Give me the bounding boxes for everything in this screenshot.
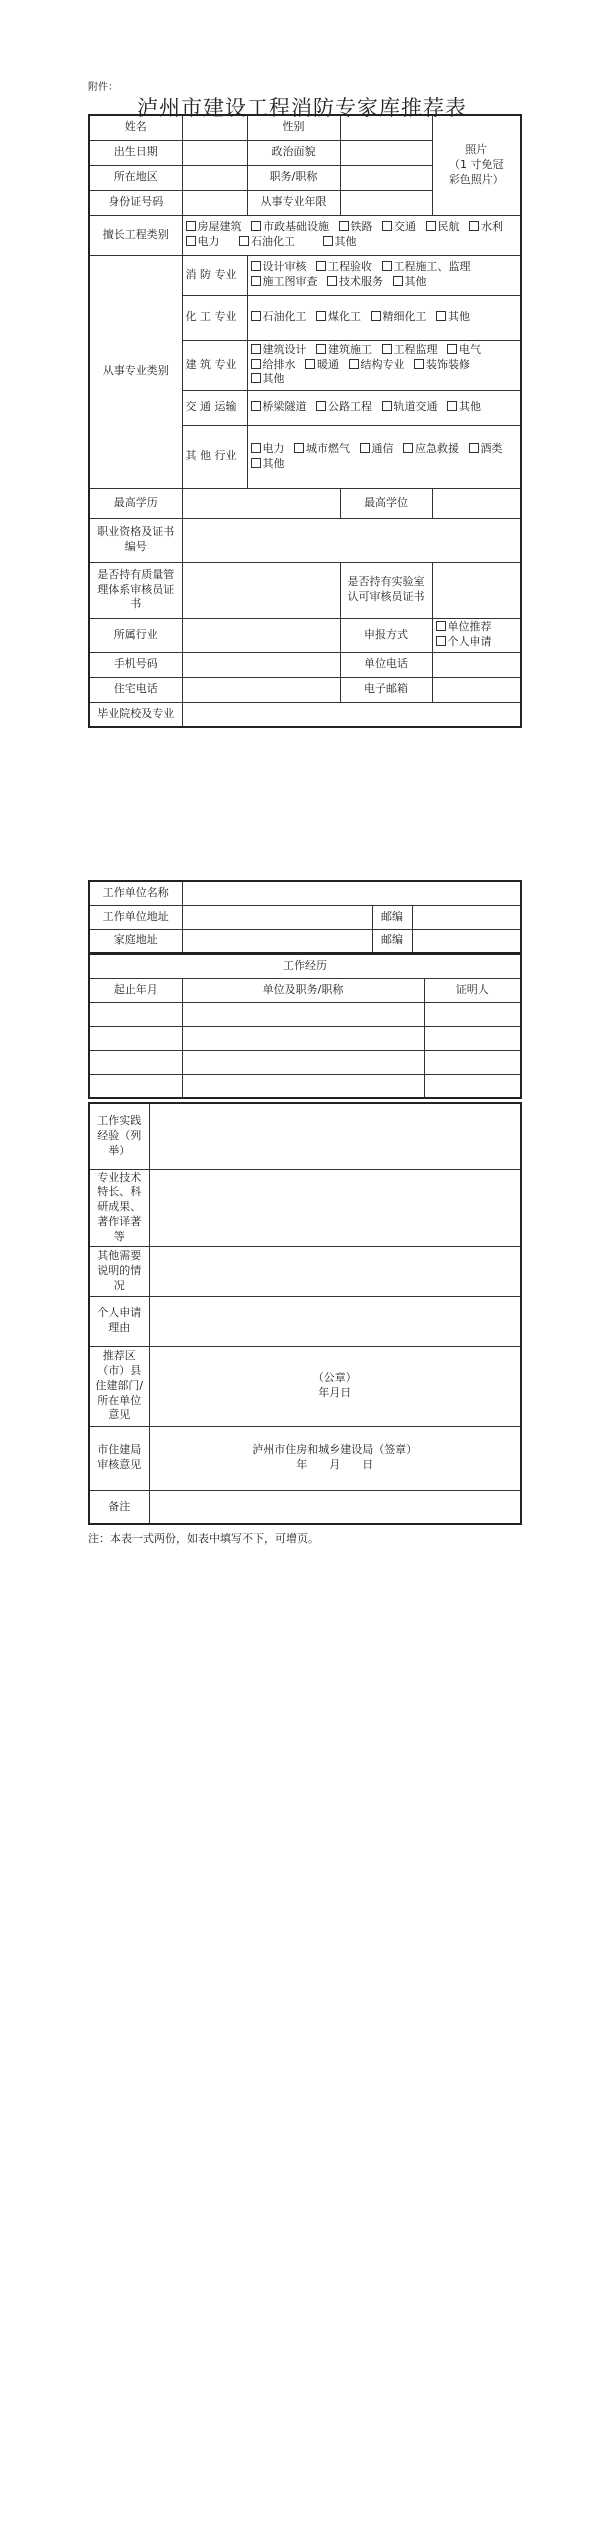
position-label: 职务/职称 xyxy=(247,165,340,190)
lab-cert-label: 是否持有实验室认可审核员证书 xyxy=(340,562,432,618)
checkbox-icon xyxy=(251,311,261,321)
checkbox-icon xyxy=(316,311,326,321)
profession-option[interactable]: 精细化工 xyxy=(371,310,427,325)
profession-option[interactable]: 其他 xyxy=(436,310,470,325)
postcode-field[interactable] xyxy=(412,905,521,929)
checkbox-icon xyxy=(403,443,413,453)
reason-label: 个人申请理由 xyxy=(89,1296,149,1346)
home-addr-field[interactable] xyxy=(182,929,372,953)
gender-label: 性别 xyxy=(247,115,340,140)
political-label: 政治面貌 xyxy=(247,140,340,165)
unit-addr-label: 工作单位地址 xyxy=(89,905,182,929)
city-date: 年 月 日 xyxy=(296,1458,374,1472)
home-addr-label: 家庭地址 xyxy=(89,929,182,953)
profession-option[interactable]: 煤化工 xyxy=(316,310,361,325)
attachment-label: 附件： xyxy=(88,82,118,93)
profession-option[interactable]: 装饰装修 xyxy=(414,358,470,373)
county-seal: （公章） xyxy=(312,1371,357,1385)
profession-group-options xyxy=(247,340,521,390)
qm-cert-label: 是否持有质量管理体系审核员证书 xyxy=(89,562,182,618)
table-row xyxy=(89,1002,521,1026)
profession-option[interactable]: 结构专业 xyxy=(349,358,405,373)
specialty-label: 擅长工程类别 xyxy=(89,215,182,255)
specialty-option[interactable]: 水利 xyxy=(469,220,503,235)
postcode-label: 邮编 xyxy=(372,929,412,953)
region-field[interactable] xyxy=(182,165,247,190)
profession-option[interactable]: 其他 xyxy=(251,457,285,472)
profession-option[interactable]: 技术服务 xyxy=(327,275,383,290)
profession-group-name: 消 防 专业 xyxy=(182,255,247,295)
checkbox-icon xyxy=(327,276,337,286)
city-opinion-field[interactable] xyxy=(149,1426,521,1490)
city-opinion-label: 市住建局审核意见 xyxy=(89,1426,149,1490)
profession-group-options xyxy=(247,390,521,425)
photo-hint-2: 彩色照片） xyxy=(448,172,504,186)
checkbox-icon xyxy=(251,344,261,354)
profession-option[interactable]: 建筑施工 xyxy=(316,343,372,358)
profession-option[interactable]: 给排水 xyxy=(251,358,296,373)
years-field[interactable] xyxy=(340,190,432,215)
profession-group-options xyxy=(247,255,521,295)
unit-name-field[interactable] xyxy=(182,881,521,905)
checkbox-icon xyxy=(239,236,249,246)
specialty-options xyxy=(182,215,521,255)
basic-info-table xyxy=(88,114,522,728)
profession-option[interactable]: 工程监理 xyxy=(382,343,438,358)
apply-way-label: 申报方式 xyxy=(340,618,432,652)
profession-option[interactable]: 应急救援 xyxy=(403,442,459,457)
witness-cell[interactable] xyxy=(424,1050,521,1074)
checkbox-icon xyxy=(360,443,370,453)
birth-label: 出生日期 xyxy=(89,140,182,165)
profession-option[interactable]: 工程验收 xyxy=(316,260,372,275)
footnote: 注：本表一式两份，如表中填写不下，可增页。 xyxy=(88,1532,319,1545)
photo-box[interactable] xyxy=(432,115,521,215)
political-field[interactable] xyxy=(340,140,432,165)
id-field[interactable] xyxy=(182,190,247,215)
degree-field[interactable] xyxy=(432,488,521,518)
apply-option[interactable]: 个人申请 xyxy=(436,635,492,650)
dept-cell[interactable] xyxy=(182,1026,424,1050)
period-cell[interactable] xyxy=(89,1002,182,1026)
period-cell[interactable] xyxy=(89,1050,182,1074)
checkbox-icon xyxy=(251,401,261,411)
checkbox-icon xyxy=(251,373,261,383)
checkbox-icon xyxy=(371,311,381,321)
profession-option[interactable]: 其他 xyxy=(447,400,481,415)
profession-option[interactable]: 施工图审查 xyxy=(251,275,318,290)
checkbox-icon xyxy=(316,401,326,411)
id-label: 身份证号码 xyxy=(89,190,182,215)
checkbox-icon xyxy=(469,221,479,231)
profession-option[interactable]: 暖通 xyxy=(305,358,339,373)
table-row xyxy=(89,1026,521,1050)
expertise-field[interactable] xyxy=(149,1169,521,1246)
unit-addr-field[interactable] xyxy=(182,905,372,929)
specialty-option[interactable]: 民航 xyxy=(426,220,460,235)
profession-option[interactable]: 其他 xyxy=(393,275,427,290)
profession-group-name: 建 筑 专业 xyxy=(182,340,247,390)
email-label: 电子邮箱 xyxy=(340,677,432,702)
county-opinion-label: 推荐区（市）县住建部门/所在单位意见 xyxy=(89,1346,149,1426)
checkbox-icon xyxy=(436,311,446,321)
industry-label: 所属行业 xyxy=(89,618,182,652)
checkbox-icon xyxy=(251,443,261,453)
work-phone-label: 单位电话 xyxy=(340,652,432,677)
remark-label: 备注 xyxy=(89,1490,149,1524)
work-phone-field[interactable] xyxy=(432,652,521,677)
dept-cell[interactable] xyxy=(182,1050,424,1074)
city-seal: 泸州市住房和城乡建设局（签章） xyxy=(252,1443,418,1457)
checkbox-icon xyxy=(349,359,359,369)
profession-option[interactable]: 酒类 xyxy=(469,442,503,457)
other-field[interactable] xyxy=(149,1246,521,1296)
work-info-table xyxy=(88,880,522,954)
home-phone-label: 住宅电话 xyxy=(89,677,182,702)
checkbox-icon xyxy=(251,458,261,468)
school-label: 毕业院校及专业 xyxy=(89,702,182,727)
checkbox-icon xyxy=(436,621,446,631)
practice-field[interactable] xyxy=(149,1103,521,1169)
profession-option[interactable]: 公路工程 xyxy=(316,400,372,415)
mobile-label: 手机号码 xyxy=(89,652,182,677)
period-header: 起止年月 xyxy=(89,978,182,1002)
apply-option[interactable]: 单位推荐 xyxy=(436,620,492,635)
witness-header: 证明人 xyxy=(424,978,521,1002)
dept-cell[interactable] xyxy=(182,1002,424,1026)
industry-field[interactable] xyxy=(182,618,340,652)
period-cell[interactable] xyxy=(89,1026,182,1050)
profession-option[interactable]: 工程施工、监理 xyxy=(382,260,471,275)
profession-option[interactable]: 轨道交通 xyxy=(382,400,438,415)
profession-option[interactable]: 石油化工 xyxy=(251,310,307,325)
page-title: 泸州市建设工程消防专家库推荐表 xyxy=(137,96,467,120)
witness-cell[interactable] xyxy=(424,1074,521,1098)
birth-field[interactable] xyxy=(182,140,247,165)
checkbox-icon xyxy=(382,344,392,354)
profession-group-name: 交 通 运输 xyxy=(182,390,247,425)
checkbox-icon xyxy=(323,236,333,246)
opinion-table xyxy=(88,1102,522,1525)
profession-group-name: 其 他 行业 xyxy=(182,425,247,488)
education-field[interactable] xyxy=(182,488,340,518)
qm-cert-field[interactable] xyxy=(182,562,340,618)
degree-label: 最高学位 xyxy=(340,488,432,518)
photo-hint-1: （1 寸免冠 xyxy=(449,157,504,171)
specialty-option[interactable]: 铁路 xyxy=(339,220,373,235)
practice-label: 工作实践经验（列举） xyxy=(89,1103,149,1169)
checkbox-icon xyxy=(251,276,261,286)
profession-option[interactable]: 其他 xyxy=(251,372,285,387)
profession-group-options xyxy=(247,425,521,488)
apply-way-options xyxy=(432,618,521,652)
region-label: 所在地区 xyxy=(89,165,182,190)
checkbox-icon xyxy=(186,221,196,231)
checkbox-icon xyxy=(316,344,326,354)
checkbox-icon xyxy=(251,221,261,231)
profession-label: 从事专业类别 xyxy=(89,255,182,488)
profession-group-name: 化 工 专业 xyxy=(182,295,247,340)
unit-name-label: 工作单位名称 xyxy=(89,881,182,905)
checkbox-icon xyxy=(251,261,261,271)
table-row xyxy=(89,1050,521,1074)
checkbox-icon xyxy=(436,636,446,646)
checkbox-icon xyxy=(469,443,479,453)
period-cell[interactable] xyxy=(89,1074,182,1098)
checkbox-icon xyxy=(382,221,392,231)
postcode-field[interactable] xyxy=(412,929,521,953)
specialty-option[interactable]: 石油化工 xyxy=(239,235,295,250)
postcode-label: 邮编 xyxy=(372,905,412,929)
mobile-field[interactable] xyxy=(182,652,340,677)
email-field[interactable] xyxy=(432,677,521,702)
position-field[interactable] xyxy=(340,165,432,190)
specialty-option[interactable]: 交通 xyxy=(382,220,416,235)
specialty-option[interactable]: 其他 xyxy=(323,235,357,250)
lab-cert-field[interactable] xyxy=(432,562,521,618)
work-history-table xyxy=(88,953,522,1099)
county-date: 年月日 xyxy=(318,1386,352,1400)
table-row xyxy=(89,1074,521,1098)
profession-option[interactable]: 建筑设计 xyxy=(251,343,307,358)
witness-cell[interactable] xyxy=(424,1026,521,1050)
name-label: 姓名 xyxy=(89,115,182,140)
checkbox-icon xyxy=(382,401,392,411)
checkbox-icon xyxy=(294,443,304,453)
profession-option[interactable]: 通信 xyxy=(360,442,394,457)
witness-cell[interactable] xyxy=(424,1002,521,1026)
reason-field[interactable] xyxy=(149,1296,521,1346)
history-header: 工作经历 xyxy=(89,954,521,978)
checkbox-icon xyxy=(447,401,457,411)
remark-field[interactable] xyxy=(149,1490,521,1524)
photo-label: 照片 xyxy=(465,142,488,156)
school-field[interactable] xyxy=(182,702,521,727)
checkbox-icon xyxy=(414,359,424,369)
profession-option[interactable]: 城市燃气 xyxy=(294,442,350,457)
checkbox-icon xyxy=(382,261,392,271)
checkbox-icon xyxy=(316,261,326,271)
years-label: 从事专业年限 xyxy=(247,190,340,215)
profession-option[interactable]: 设计审核 xyxy=(251,260,307,275)
specialty-option[interactable]: 市政基础设施 xyxy=(251,220,329,235)
specialty-option[interactable]: 电力 xyxy=(186,235,220,250)
profession-group-options xyxy=(247,295,521,340)
gender-field[interactable] xyxy=(340,115,432,140)
checkbox-icon xyxy=(251,359,261,369)
cert-label: 职业资格及证书编号 xyxy=(89,518,182,562)
cert-field[interactable] xyxy=(182,518,521,562)
dept-cell[interactable] xyxy=(182,1074,424,1098)
checkbox-icon xyxy=(339,221,349,231)
checkbox-icon xyxy=(447,344,457,354)
dept-header: 单位及职务/职称 xyxy=(182,978,424,1002)
name-field[interactable] xyxy=(182,115,247,140)
profession-option[interactable]: 桥梁隧道 xyxy=(251,400,307,415)
home-phone-field[interactable] xyxy=(182,677,340,702)
checkbox-icon xyxy=(426,221,436,231)
profession-option[interactable]: 电力 xyxy=(251,442,285,457)
checkbox-icon xyxy=(186,236,196,246)
specialty-option[interactable]: 房屋建筑 xyxy=(186,220,242,235)
education-label: 最高学历 xyxy=(89,488,182,518)
county-opinion-field[interactable] xyxy=(149,1346,521,1426)
checkbox-icon xyxy=(305,359,315,369)
checkbox-icon xyxy=(393,276,403,286)
profession-option[interactable]: 电气 xyxy=(447,343,481,358)
other-label: 其他需要说明的情况 xyxy=(89,1246,149,1296)
expertise-label: 专业技术特长、科研成果、著作译著等 xyxy=(89,1169,149,1246)
